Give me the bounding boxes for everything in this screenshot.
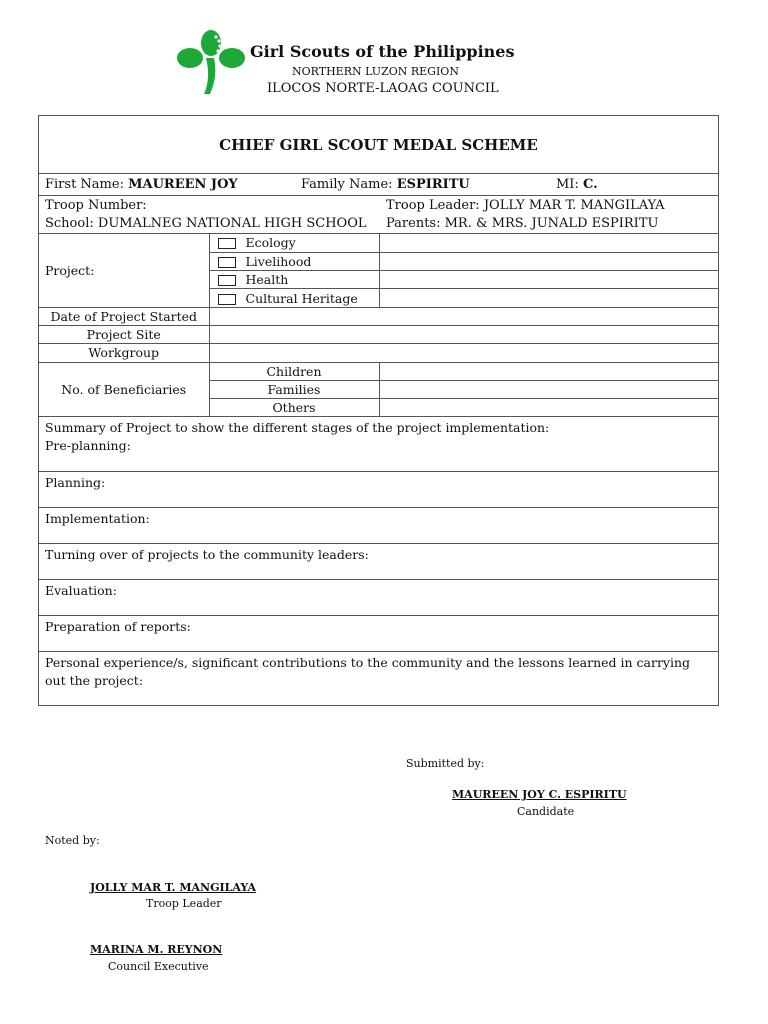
letterhead — [0, 28, 768, 98]
family-name-value: ESPIRITU — [396, 177, 470, 192]
mi-field[interactable] — [556, 177, 598, 192]
experience-section[interactable] — [39, 651, 718, 705]
turnover-label: Turning over of projects to the community leaders: — [45, 547, 369, 563]
troop-row — [39, 196, 718, 234]
mi-label: MI: — [556, 177, 579, 192]
planning-section[interactable] — [39, 471, 718, 507]
project-site-label: Project Site — [39, 325, 209, 343]
region-text: NORTHERN LUZON REGION — [292, 65, 459, 78]
school-label: School: — [45, 216, 94, 231]
noted-by-label: Noted by: — [45, 834, 100, 847]
troop-leader-label: Troop Leader: — [386, 198, 480, 213]
reports-section[interactable] — [39, 615, 718, 651]
option-label: Ecology — [245, 235, 296, 251]
option-label: Health — [245, 272, 289, 288]
planning-label: Planning: — [45, 475, 106, 491]
workgroup-input[interactable] — [209, 344, 718, 362]
project-option-ecology[interactable] — [209, 234, 379, 252]
project-option-blank[interactable] — [379, 234, 718, 252]
form-title: CHIEF GIRL SCOUT MEDAL SCHEME — [39, 116, 718, 174]
medal-scheme-form — [38, 115, 719, 706]
council-name: ILOCOS NORTE-LAOAG COUNCIL — [267, 81, 499, 96]
workgroup-label: Workgroup — [39, 344, 209, 362]
project-option-livelihood[interactable] — [209, 252, 379, 270]
troop-leader-role: Troop Leader — [146, 897, 222, 910]
submitted-by-label: Submitted by: — [406, 757, 485, 770]
parents-label: Parents: — [386, 216, 441, 231]
council-executive-name: MARINA M. REYNON — [90, 943, 223, 956]
evaluation-section[interactable] — [39, 579, 718, 615]
checkbox-icon[interactable] — [218, 238, 236, 249]
implementation-label: Implementation: — [45, 511, 150, 527]
troop-leader-signature-name: JOLLY MAR T. MANGILAYA — [90, 881, 257, 894]
project-details-table — [39, 234, 718, 417]
beneficiary-children-input[interactable] — [379, 362, 718, 380]
parents-field[interactable] — [386, 216, 658, 231]
project-option-health[interactable] — [209, 271, 379, 289]
beneficiary-families-label: Families — [209, 380, 379, 398]
beneficiary-children-label: Children — [209, 362, 379, 380]
trefoil-logo-icon — [176, 28, 246, 96]
summary-label: Summary of Project to show the different stages of the project implementation: — [45, 420, 550, 436]
school-value: DUMALNEG NATIONAL HIGH SCHOOL — [97, 216, 367, 231]
reports-label: Preparation of reports: — [45, 619, 191, 635]
candidate-role: Candidate — [517, 805, 575, 818]
project-option-blank[interactable] — [379, 252, 718, 270]
experience-label-line2: out the project: — [45, 673, 144, 689]
beneficiary-families-input[interactable] — [379, 380, 718, 398]
org-name: Girl Scouts of the Philippines — [250, 42, 515, 61]
beneficiary-others-input[interactable] — [379, 399, 718, 417]
checkbox-icon[interactable] — [218, 275, 236, 286]
checkbox-icon[interactable] — [218, 294, 236, 305]
council-executive-role: Council Executive — [108, 960, 209, 973]
option-label: Livelihood — [245, 253, 312, 269]
troop-leader-value: JOLLY MAR T. MANGILAYA — [483, 198, 665, 213]
checkbox-icon[interactable] — [218, 257, 236, 268]
project-label: Project: — [39, 234, 209, 307]
pre-planning-label: Pre-planning: — [45, 438, 131, 454]
family-name-field[interactable] — [301, 177, 470, 192]
beneficiaries-label: No. of Beneficiaries — [39, 362, 209, 417]
evaluation-label: Evaluation: — [45, 583, 117, 599]
date-started-input[interactable] — [209, 307, 718, 325]
date-started-label: Date of Project Started — [39, 307, 209, 325]
first-name-value: MAUREEN JOY — [128, 177, 238, 192]
option-label: Cultural Heritage — [245, 290, 358, 306]
experience-label-line1: Personal experience/s, significant contributions to the community and the lessons learned in carrying — [45, 655, 691, 671]
family-name-label: Family Name: — [301, 177, 393, 192]
school-field[interactable] — [45, 216, 367, 231]
turnover-section[interactable] — [39, 543, 718, 579]
project-option-cultural-heritage[interactable] — [209, 289, 379, 307]
project-option-blank[interactable] — [379, 289, 718, 307]
project-option-blank[interactable] — [379, 271, 718, 289]
troop-number-label: Troop Number: — [45, 198, 147, 213]
beneficiary-others-label: Others — [209, 399, 379, 417]
summary-section[interactable] — [39, 417, 718, 471]
troop-leader-field[interactable] — [386, 198, 665, 213]
first-name-field[interactable] — [45, 177, 238, 192]
implementation-section[interactable] — [39, 507, 718, 543]
mi-value: C. — [582, 177, 598, 192]
names-row — [39, 174, 718, 196]
candidate-name: MAUREEN JOY C. ESPIRITU — [452, 788, 627, 801]
first-name-label: First Name: — [45, 177, 124, 192]
project-site-input[interactable] — [209, 325, 718, 343]
parents-value: MR. & MRS. JUNALD ESPIRITU — [444, 216, 659, 231]
